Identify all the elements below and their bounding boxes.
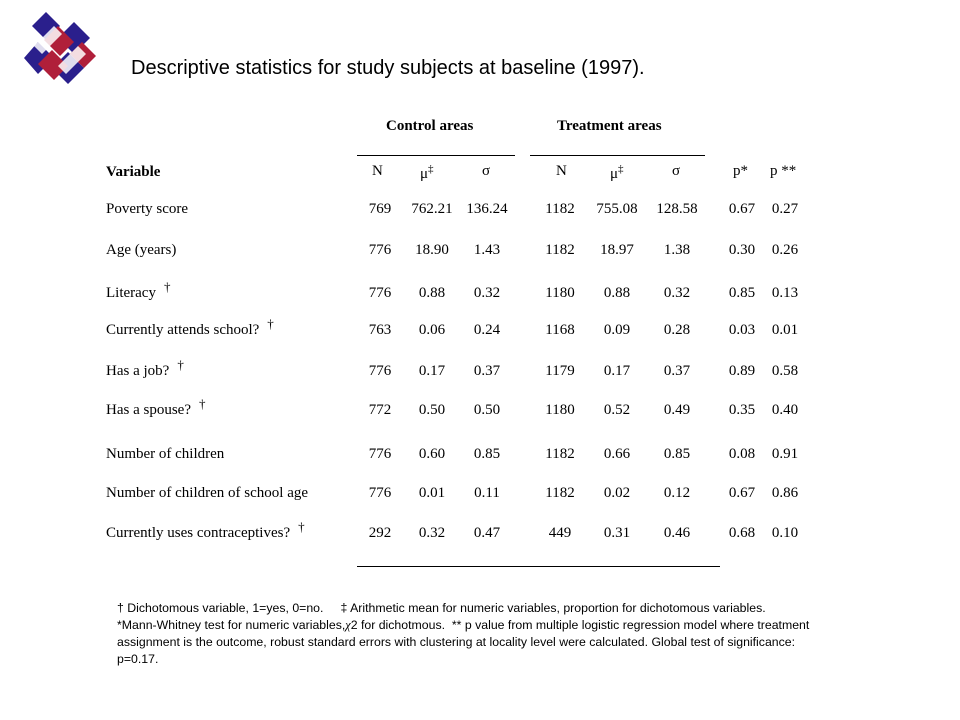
table-cell-p1: 0.35	[728, 402, 756, 418]
row-label: Currently attends school? †	[106, 316, 274, 338]
table-cell-t-n: 449	[548, 525, 572, 541]
table-cell-t-sd: 0.32	[663, 285, 691, 301]
table-cell-p1: 0.03	[728, 322, 756, 338]
table-cell-p1: 0.67	[728, 485, 756, 501]
treatment-n-header: N	[556, 163, 567, 179]
table-cell-t-sd: 0.49	[663, 402, 691, 418]
treatment-mu-header: μ‡	[610, 163, 624, 182]
table-cell-c-mu: 0.60	[418, 446, 446, 462]
table-cell-t-n: 1182	[545, 485, 575, 501]
p-mannwhitney-header: p*	[733, 163, 748, 179]
table-cell-p2: 0.91	[771, 446, 799, 462]
table-cell-p2: 0.10	[771, 525, 799, 541]
table-cell-c-sd: 0.50	[473, 402, 501, 418]
table-cell-c-n: 776	[368, 363, 392, 379]
page-title: Descriptive statistics for study subjects at baseline (1997).	[131, 57, 645, 79]
table-cell-p2: 0.01	[771, 322, 799, 338]
table-cell-c-sd: 136.24	[466, 201, 508, 217]
dagger-marker: †	[177, 357, 184, 372]
table-cell-c-n: 772	[368, 402, 392, 418]
footnote-star: *Mann-Whitney test for numeric variables,χ2 for dichotmous.	[117, 618, 446, 632]
table-cell-c-n: 763	[368, 322, 392, 338]
row-label: Poverty score	[106, 201, 189, 217]
table-cell-p1: 0.68	[728, 525, 756, 541]
table-cell-t-n: 1182	[545, 446, 575, 462]
table-cell-c-mu: 18.90	[415, 242, 449, 258]
table-cell-c-mu: 0.32	[418, 525, 446, 541]
table-cell-t-mu: 0.31	[603, 525, 631, 541]
treatment-sigma-header: σ	[672, 163, 681, 179]
dagger-marker: †	[267, 316, 274, 331]
table-cell-t-mu: 18.97	[600, 242, 634, 258]
table-cell-t-n: 1168	[545, 322, 575, 338]
control-n-header: N	[372, 163, 383, 179]
table-cell-t-mu: 0.17	[603, 363, 631, 379]
table-cell-t-sd: 1.38	[663, 242, 691, 258]
table-cell-c-mu: 0.88	[418, 285, 446, 301]
variable-header: Variable	[106, 164, 161, 180]
table-cell-t-n: 1182	[545, 201, 575, 217]
table-cell-p1: 0.08	[728, 446, 756, 462]
table-cell-c-sd: 0.24	[473, 322, 501, 338]
table-cell-c-sd: 0.85	[473, 446, 501, 462]
table-cell-t-sd: 0.85	[663, 446, 691, 462]
table-cell-p2: 0.13	[771, 285, 799, 301]
table-cell-p2: 0.26	[771, 242, 799, 258]
table-cell-t-mu: 0.52	[603, 402, 631, 418]
table-cell-t-sd: 128.58	[656, 201, 698, 217]
table-cell-c-sd: 1.43	[473, 242, 501, 258]
table-cell-c-mu: 0.17	[418, 363, 446, 379]
treatment-areas-header: Treatment areas	[557, 118, 662, 134]
control-areas-header: Control areas	[386, 118, 474, 134]
table-cell-t-n: 1179	[545, 363, 575, 379]
table-cell-c-n: 769	[368, 201, 392, 217]
dagger-marker: †	[298, 519, 305, 534]
table-cell-t-mu: 0.09	[603, 322, 631, 338]
p-logistic-header: p **	[770, 163, 797, 179]
table-cell-c-mu: 0.01	[418, 485, 446, 501]
row-label: Has a job? †	[106, 357, 184, 379]
control-header-rule	[357, 155, 515, 156]
table-cell-c-n: 776	[368, 446, 392, 462]
table-cell-c-n: 776	[368, 285, 392, 301]
table-cell-c-sd: 0.32	[473, 285, 501, 301]
table-bottom-rule	[357, 566, 720, 567]
table-cell-c-mu: 0.06	[418, 322, 446, 338]
footnote-dagger: † Dichotomous variable, 1=yes, 0=no.	[117, 601, 324, 615]
table-cell-c-sd: 0.47	[473, 525, 501, 541]
row-label: Number of children of school age	[106, 485, 309, 501]
table-footnote	[117, 600, 837, 668]
table-cell-c-n: 292	[368, 525, 392, 541]
table-cell-c-n: 776	[368, 485, 392, 501]
footnote-ddagger: ‡ Arithmetic mean for numeric variables, proportion for dichotomous variables.	[340, 601, 766, 615]
table-cell-p1: 0.85	[728, 285, 756, 301]
table-cell-c-mu: 762.21	[411, 201, 453, 217]
table-cell-c-sd: 0.11	[474, 485, 500, 501]
table-cell-c-sd: 0.37	[473, 363, 501, 379]
row-label: Has a spouse? †	[106, 396, 206, 418]
table-cell-p2: 0.58	[771, 363, 799, 379]
table-cell-t-mu: 755.08	[596, 201, 638, 217]
checkered-logo-icon	[24, 12, 98, 88]
table-cell-t-mu: 0.88	[603, 285, 631, 301]
table-cell-t-sd: 0.12	[663, 485, 691, 501]
table-cell-t-n: 1180	[545, 402, 575, 418]
table-cell-c-n: 776	[368, 242, 392, 258]
table-cell-t-n: 1180	[545, 285, 575, 301]
row-label: Currently uses contraceptives? †	[106, 519, 305, 541]
dagger-marker: †	[163, 279, 171, 294]
table-cell-p1: 0.30	[728, 242, 756, 258]
row-label: Age (years)	[106, 242, 177, 258]
table-cell-p2: 0.86	[771, 485, 799, 501]
table-cell-t-n: 1182	[545, 242, 575, 258]
table-cell-p1: 0.67	[728, 201, 756, 217]
footnote-dstar: ** p value from multiple logistic regression model where treatment assignment is the outcome, robust standard errors with clustering at locality level were calculated. Global test of significance: p=0.17.	[117, 618, 810, 666]
dagger-marker: †	[198, 396, 206, 411]
row-label: Number of children	[106, 446, 225, 462]
table-cell-p2: 0.27	[771, 201, 799, 217]
row-label: Literacy †	[106, 279, 171, 301]
table-cell-p1: 0.89	[728, 363, 756, 379]
table-cell-t-sd: 0.37	[663, 363, 691, 379]
table-cell-t-mu: 0.66	[603, 446, 631, 462]
table-cell-c-mu: 0.50	[418, 402, 446, 418]
table-cell-t-sd: 0.46	[663, 525, 691, 541]
control-mu-header: μ‡	[420, 163, 434, 182]
control-sigma-header: σ	[482, 163, 491, 179]
table-cell-t-mu: 0.02	[603, 485, 631, 501]
table-cell-p2: 0.40	[771, 402, 799, 418]
table-cell-t-sd: 0.28	[663, 322, 691, 338]
treatment-header-rule	[530, 155, 705, 156]
